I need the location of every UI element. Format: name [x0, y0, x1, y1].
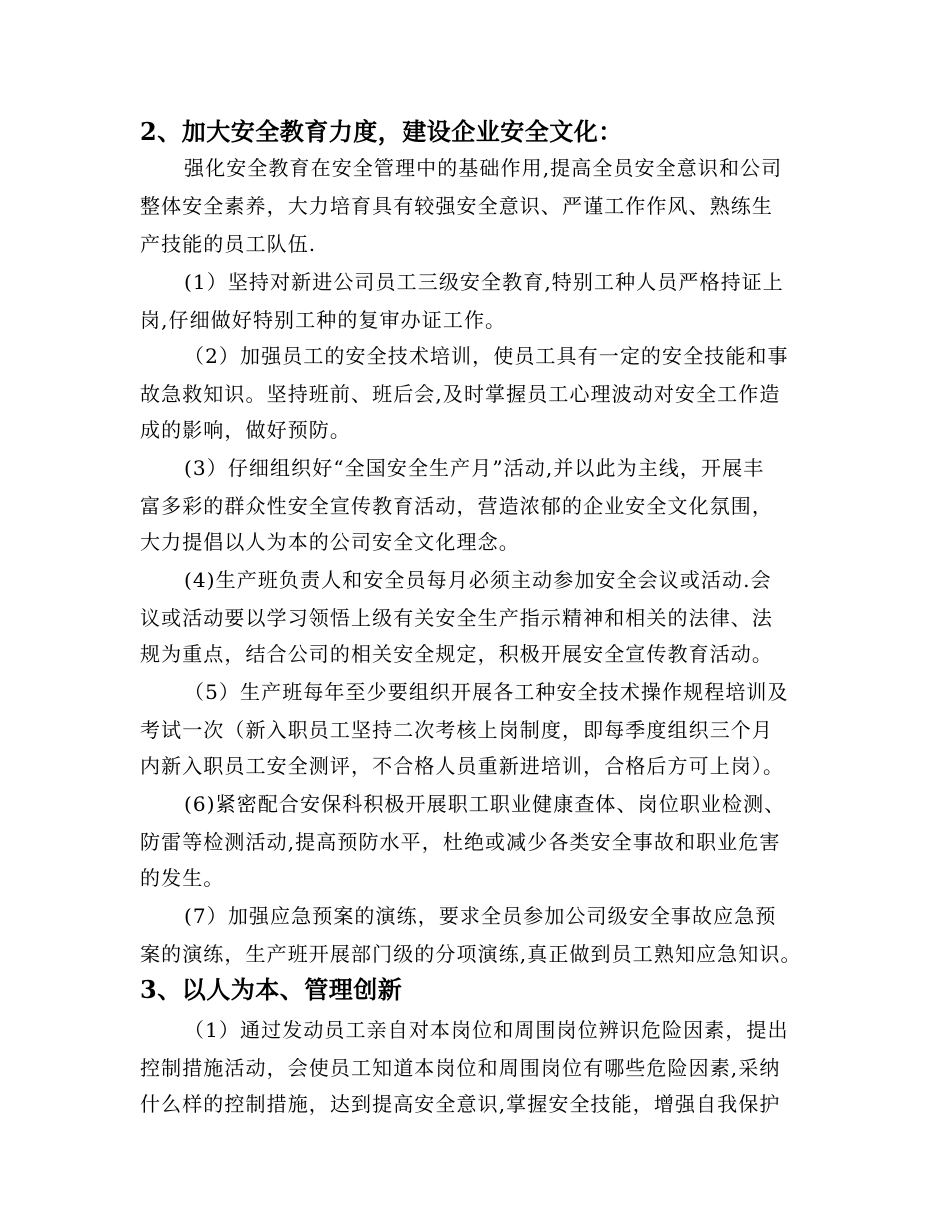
intro-line-2: 整体安全素养，大力培育具有较强安全意识、严谨工作作风、熟练生	[140, 194, 773, 218]
item-5-line-2: 考试一次（新入职员工坚持二次考核上岗制度，即每季度组织三个月	[140, 718, 773, 742]
item-1-line-1: (1）坚持对新进公司员工三级安全教育,特别工种人员严格持证上	[184, 270, 784, 294]
item-1-line-2: 岗,仔细做好特别工种的复审办证工作。	[140, 308, 507, 332]
item-5-line-1: （5）生产班每年至少要组织开展各工种安全技术操作规程培训及	[184, 680, 789, 704]
item-4-line-2: 议或活动要以学习领悟上级有关安全生产指示精神和相关的法律、法	[140, 606, 773, 630]
item-7-line-2: 案的演练，生产班开展部门级的分项演练,真正做到员工熟知应急知识。	[140, 942, 802, 966]
item-3-line-1: (3）仔细组织好“全国安全生产月”活动,并以此为主线，开展丰	[184, 456, 765, 480]
item-6-line-3: 的发生。	[140, 866, 225, 890]
item-4-line-1: (4)生产班负责人和安全员每月必须主动参加安全会议或活动.会	[184, 568, 772, 592]
item-3-line-3: 大力提倡以人为本的公司安全文化理念。	[140, 530, 520, 554]
item-2-line-1: （2）加强员工的安全技术培训，使员工具有一定的安全技能和事	[184, 344, 789, 368]
section-2-heading: 2、加大安全教育力度，建设企业安全文化：	[140, 117, 623, 146]
section-3-item-1-line-1: （1）通过发动员工亲自对本岗位和周围岗位辨识危险因素，提出	[184, 1018, 789, 1042]
item-5-line-3: 内新入职员工安全测评，不合格人员重新进培训，合格后方可上岗）。	[140, 754, 785, 778]
section-3-heading: 3、以人为本、管理创新	[140, 975, 403, 1004]
item-2-line-2: 故急救知识。坚持班前、班后会,及时掌握员工心理波动对安全工作造	[140, 382, 781, 406]
item-7-line-1: (7）加强应急预案的演练，要求全员参加公司级安全事故应急预	[184, 904, 777, 928]
item-6-line-2: 防雷等检测活动,提高预防水平，杜绝或减少各类安全事故和职业危害	[140, 830, 781, 854]
item-2-line-3: 成的影响，做好预防。	[140, 418, 351, 442]
section-3-item-1-line-3: 什么样的控制措施，达到提高安全意识,掌握安全技能，增强自我保护	[140, 1092, 781, 1116]
item-4-line-3: 规为重点，结合公司的相关安全规定，积极开展安全宣传教育活动。	[140, 642, 773, 666]
item-3-line-2: 富多彩的群众性安全宣传教育活动，营造浓郁的企业安全文化氛围，	[140, 494, 773, 518]
section-3-item-1-line-2: 控制措施活动，会使员工知道本岗位和周围岗位有哪些危险因素,采纳	[140, 1056, 781, 1080]
intro-line-1: 强化安全教育在安全管理中的基础作用,提高全员安全意识和公司	[184, 156, 783, 180]
item-6-line-1: (6)紧密配合安保科积极开展职工职业健康查体、岗位职业检测、	[184, 792, 786, 816]
intro-line-3: 产技能的员工队伍.	[140, 232, 317, 256]
